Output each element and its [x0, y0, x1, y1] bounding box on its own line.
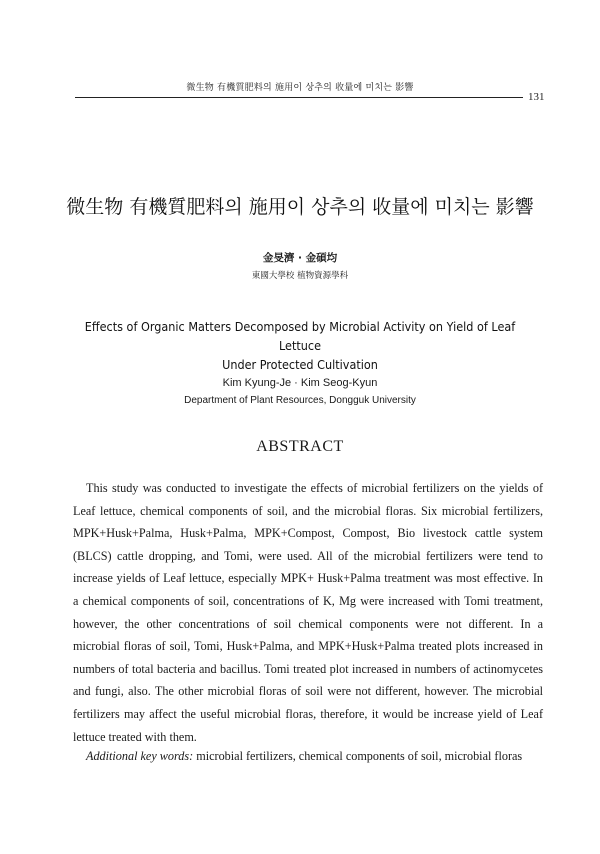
korean-title: 微生物 有機質肥料의 施用이 상추의 收量에 미치는 影響 [66, 196, 534, 218]
keywords-label: Additional key words: [86, 749, 194, 763]
english-title-line-1: Effects of Organic Matters Decomposed by Microbial Activity on Yield of Leaf Lettuce [84, 319, 516, 353]
page-number: 131 [528, 91, 545, 103]
korean-affiliation: 東國大學校 植物資源學科 [251, 271, 349, 281]
abstract-body: This study was conducted to investigate the effects of microbial fertilizers on the yields of Leaf lettuce, chemical components of soil, and the microbial floras. Six microbial fertilizers, MPK+Husk+Palma, Husk+Palma, MPK+Compost, Compost, Bio livestock cattle system (BLCS) cattle dropping, and Tomi, were used. All of the microbial fertilizers were tend to increase yields of Leaf lettuce, especially MPK+ Husk+Palma treatment was most effective. In a chemical components of soil, concentrations of K, Mg were increased with Tomi treatment, however, the other concentrations of soil chemical components were not different. In a microbial floras of soil, Tomi, Husk+Palma, and MPK+Husk+Palma treated plots increased in numbers of total bacteria and bacillus. Tomi treated plot increased in numbers of actinomycetes and fungi, also. The other microbial floras of soil were not different, however. The microbial fertilizers may affect the useful microbial floras, therefore, it would be increase yield of Leaf lettuce treated with them. [73, 481, 543, 744]
english-affiliation: Department of Plant Resources, Dongguk University [184, 395, 416, 406]
running-header: 微生物 有機質肥料의 施用이 상추의 收量에 미치는 影響 [186, 83, 414, 93]
english-title-line-2: Under Protected Cultivation [222, 357, 378, 372]
abstract-heading: ABSTRACT [256, 438, 344, 455]
english-authors: Kim Kyung-Je · Kim Seog-Kyun [222, 377, 378, 389]
korean-authors: 金旻濟 · 金碩均 [262, 252, 338, 264]
keywords-text: microbial fertilizers, chemical components of soil, microbial floras [193, 749, 523, 763]
english-title [84, 317, 516, 374]
header-rule [75, 97, 523, 98]
keywords-paragraph [73, 745, 543, 767]
